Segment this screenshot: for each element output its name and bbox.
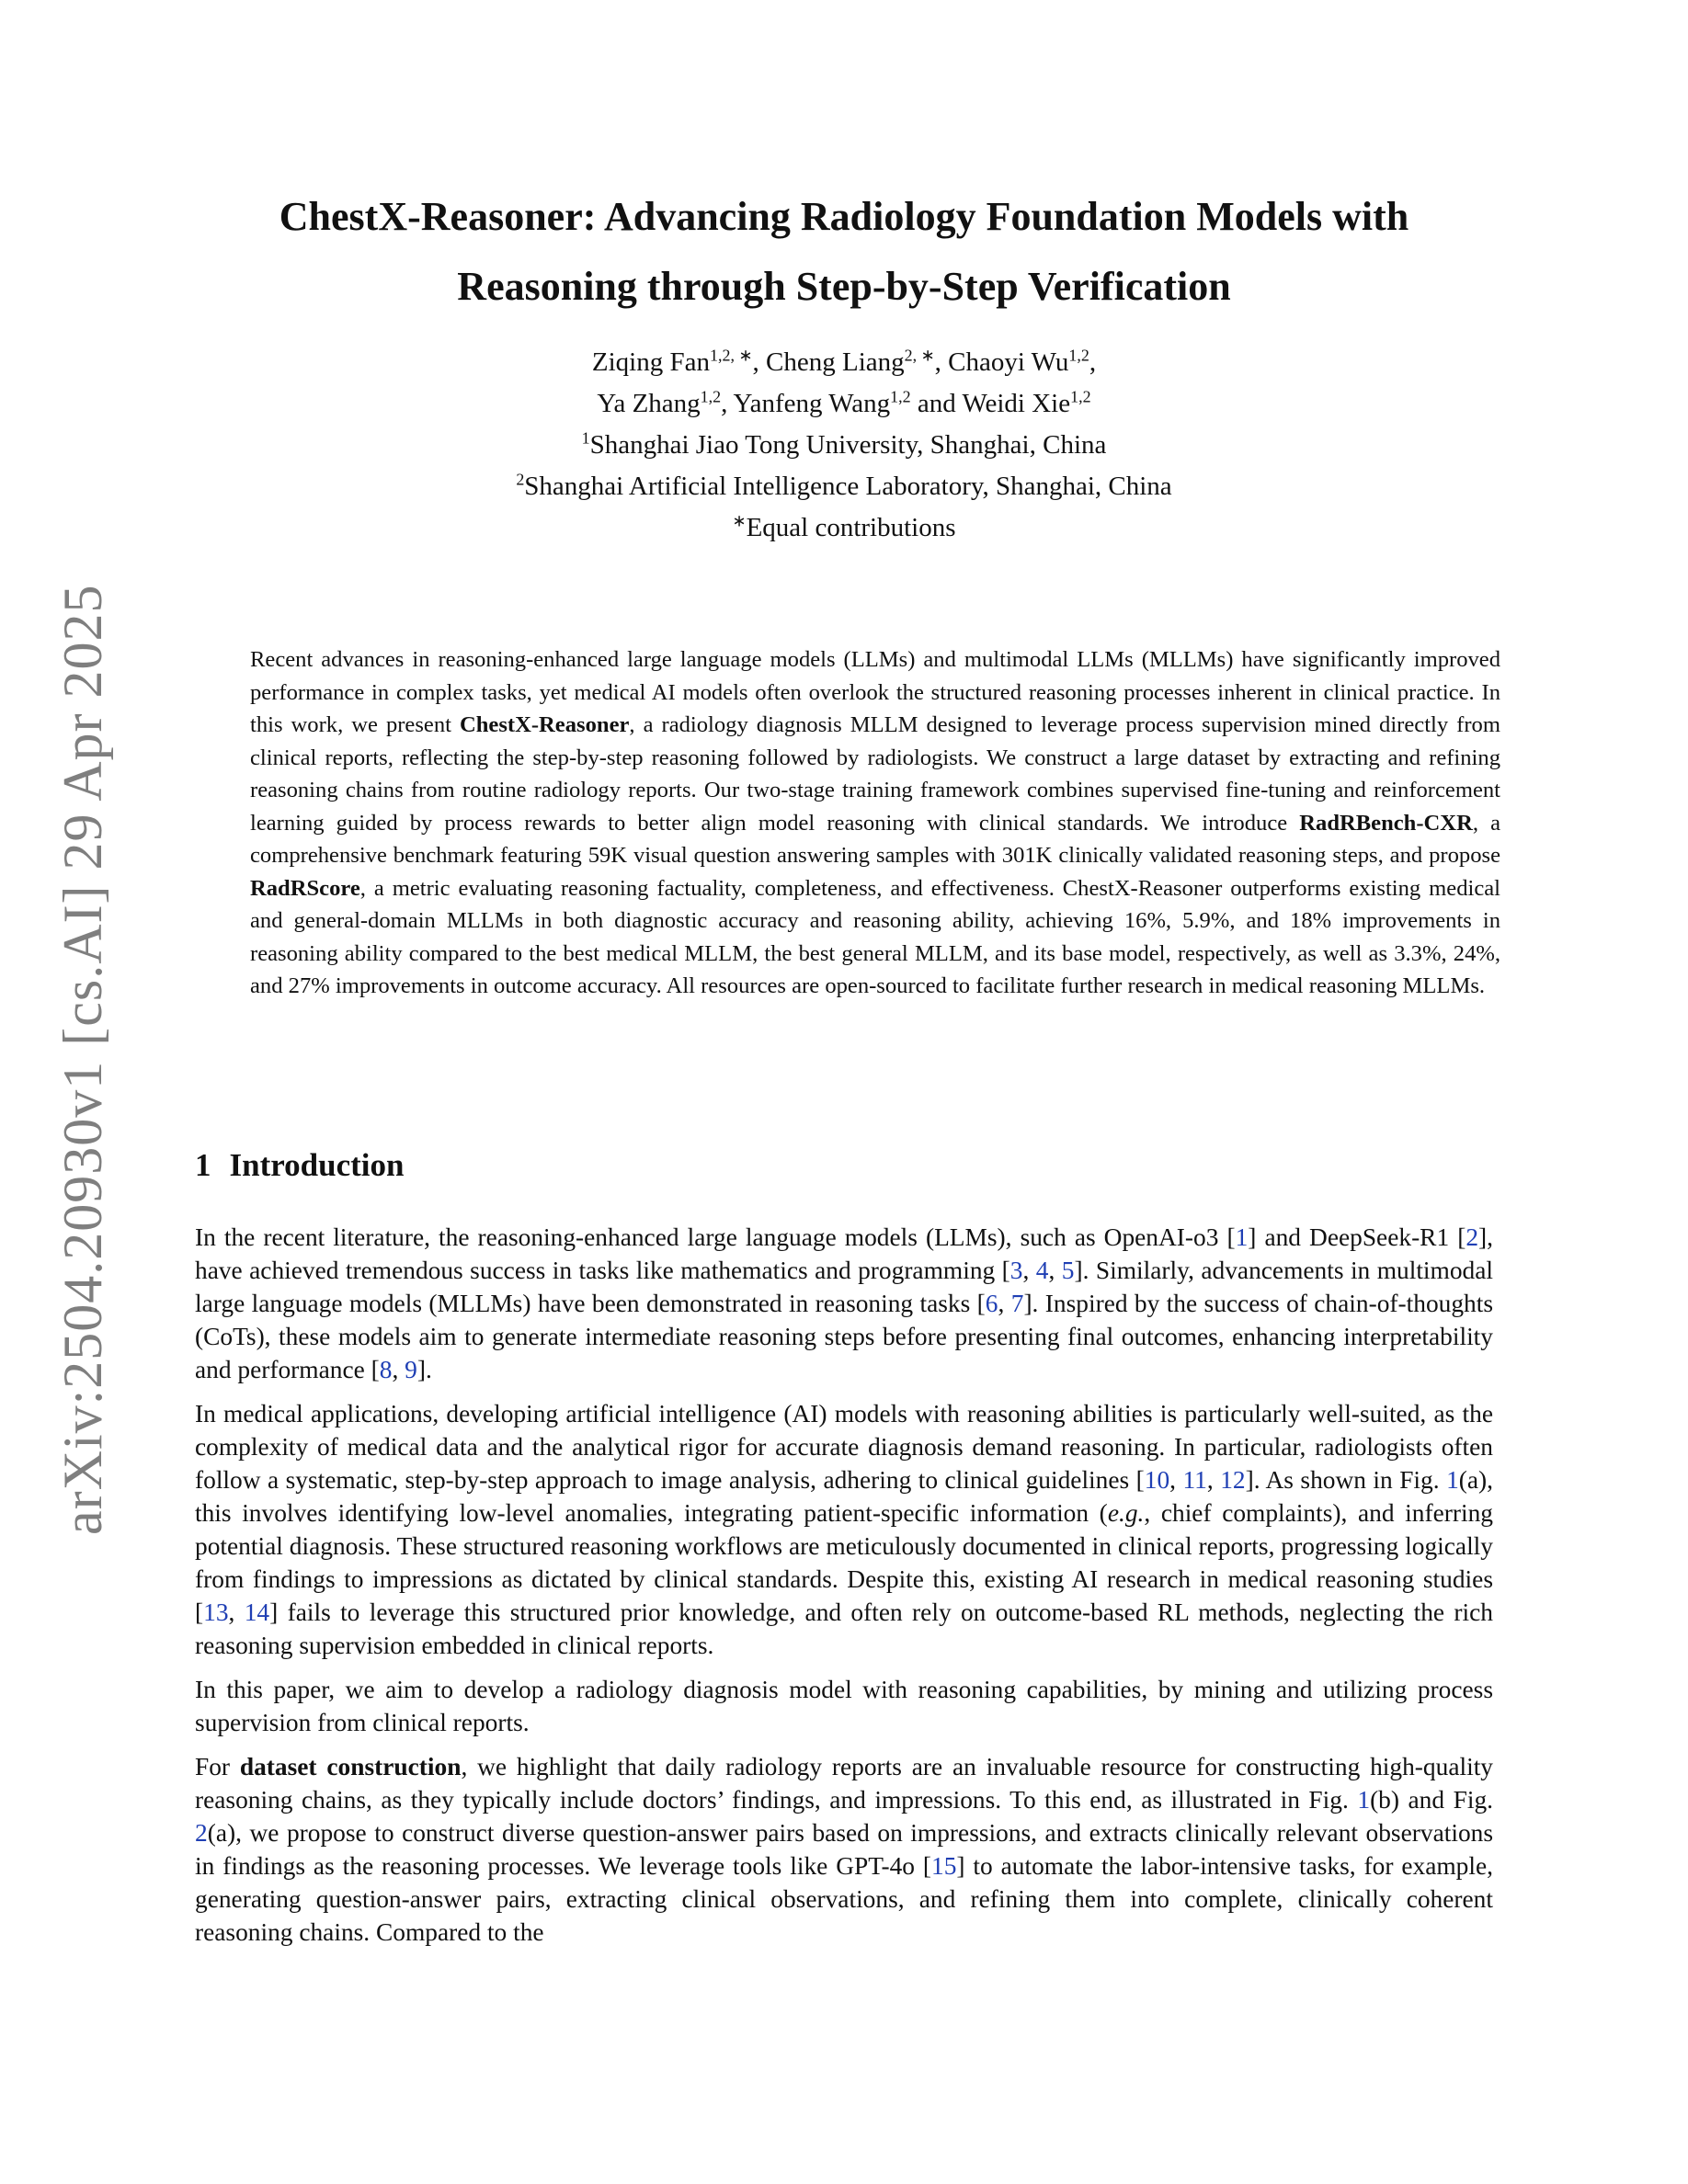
body-text: ]. Inspired by the success of chain-of-thoughts (CoTs), these models aim to generate intermediate reasoning steps before presenting final outcomes, enhancing interpretability and performance [	[195, 1290, 1493, 1383]
citation-link[interactable]: 7	[1010, 1290, 1024, 1317]
author-name: Ziqing Fan	[591, 347, 710, 377]
citation-link[interactable]: 3	[1009, 1257, 1023, 1284]
affiliation-text: Shanghai Artificial Intelligence Laboratory, Shanghai, China	[524, 472, 1172, 501]
affiliation-mark: 1	[581, 428, 590, 448]
body-text: ], have achieved tremendous success in tasks like mathematics and programming [	[195, 1223, 1494, 1284]
body-text: ]. Similarly, advancements in multimodal large language models (MLLMs) have been demonstrated in reasoning tasks [	[195, 1257, 1493, 1317]
paper-title	[193, 182, 1495, 322]
section-heading-introduction	[195, 1147, 404, 1184]
author-block	[193, 342, 1495, 549]
citation-link[interactable]: 11	[1182, 1466, 1207, 1494]
abstract-text: , a metric evaluating reasoning factuality, completeness, and effectiveness. ChestX-Reasoner outperforms existing medical and general-domain MLLMs in both diagnostic accuracy and reasoning ability, achieving 16%, 5.9%, and 18% improvements in reasoning ability compared to the best medical MLLM, the best general MLLM, and its base model, respectively, as well as 3.3%, 24%, and 27% improvements in outcome accuracy. All resources are open-sourced to facilitate further research in medical reasoning MLLMs.	[250, 875, 1500, 998]
author-affiliation-mark: 1,2	[1068, 346, 1089, 365]
model-name-bold: ChestX-Reasoner	[459, 712, 630, 737]
citation-link[interactable]: 6	[985, 1290, 998, 1317]
citation-link[interactable]: 15	[931, 1852, 957, 1880]
figure-link[interactable]: 1	[1446, 1466, 1459, 1494]
body-text: , we highlight that daily radiology reports are an invaluable resource for constructing high-quality reasoning chains, as they typically include doctors’ findings, and impressions. To this end, as illustrated in Fig.	[195, 1753, 1493, 1814]
body-text: (b) and Fig.	[1370, 1786, 1493, 1814]
section-title: Introduction	[229, 1147, 405, 1183]
title-line-2: Reasoning through Step-by-Step Verification	[457, 264, 1231, 309]
intro-paragraph-2: In medical applications, developing artificial intelligence (AI) models with reasoning abilities is particularly well-suited, as the complexity of medical data and the analytical rigor for accurate diagnosis demand reasoning. In particular, radiologists often follow a systematic, step-by-step approach to image analysis, adhering to clinical guidelines [10, 11, 12]. As shown in Fig. 1(a), this involves identifying low-level anomalies, integrating patient-specific information (e.g., chief complaints), and inferring potential diagnosis. These structured reasoning workflows are meticulously documented in clinical reports, progressing logically from findings to impressions as dictated by clinical standards. Despite this, existing AI research in medical reasoning studies [13, 14] fails to leverage this structured prior knowledge, and often rely on outcome-based RL methods, neglecting the rich reasoning supervision embedded in clinical reports.	[195, 1400, 1494, 1659]
citation-link[interactable]: 2	[1466, 1223, 1479, 1251]
bold-term: dataset construction	[239, 1753, 462, 1780]
figure-link[interactable]: 2	[195, 1819, 208, 1847]
arxiv-identifier-stamp: arXiv:2504.20930v1 [cs.AI] 29 Apr 2025	[52, 584, 113, 1535]
author-separator: ,	[1089, 347, 1097, 377]
title-line-1: ChestX-Reasoner: Advancing Radiology Foundation Models with	[279, 194, 1409, 239]
intro-paragraph-1: In the recent literature, the reasoning-enhanced large language models (LLMs), such as OpenAI-o3 [1] and DeepSeek-R1 [2], have achieved tremendous success in tasks like mathematics and programming [3, 4, 5]. Similarly, advancements in multimodal large language models (MLLMs) have been demonstrated in reasoning tasks [6, 7]. Inspired by the success of chain-of-thoughts (CoTs), these models aim to generate intermediate reasoning steps before presenting final outcomes, enhancing interpretability and performance [8, 9].	[195, 1223, 1494, 1383]
citation-link[interactable]: 8	[379, 1356, 393, 1383]
affiliation-1	[193, 425, 1495, 466]
author-affiliation-mark: 1,2	[1070, 387, 1091, 406]
citation-link[interactable]: 5	[1061, 1257, 1075, 1284]
affiliation-mark: 2	[516, 470, 525, 489]
body-text: In the recent literature, the reasoning-enhanced large language models (LLMs), such as OpenAI-o3 [	[195, 1223, 1236, 1251]
affiliation-2	[193, 466, 1495, 507]
intro-paragraph-4	[195, 1750, 1493, 1949]
note-text: Equal contributions	[746, 513, 956, 542]
abstract-paragraph	[250, 643, 1500, 1003]
body-text: (a), this involves identifying low-level anomalies, integrating patient-specific information (	[195, 1466, 1494, 1527]
body-text: ] fails to leverage this structured prior knowledge, and often rely on outcome-based RL methods, neglecting the rich reasoning supervision embedded in clinical reports.	[195, 1598, 1494, 1659]
body-text: For	[195, 1753, 240, 1780]
metric-name-bold: RadRScore	[250, 875, 360, 901]
author-name: , Yanfeng Wang	[721, 389, 891, 418]
abstract	[250, 643, 1500, 1003]
introduction-body	[195, 1221, 1493, 1960]
author-line-2	[193, 383, 1495, 425]
citation-link[interactable]: 10	[1144, 1466, 1170, 1494]
citation-link[interactable]: 4	[1035, 1257, 1049, 1284]
author-line-1	[193, 342, 1495, 383]
abstract-text: , a radiology diagnosis MLLM designed to leverage process supervision mined directly from clinical reports, reflecting the step-by-step reasoning followed by radiologists. We construct a large dataset by extracting and refining reasoning chains from routine radiology reports. Our two-stage training framework combines supervised fine-tuning and reinforcement learning guided by process rewards to better align model reasoning with clinical standards. We introduce	[250, 712, 1500, 836]
author-name: Ya Zhang	[597, 389, 701, 418]
author-affiliation-mark: 2, ∗	[904, 346, 935, 365]
section-number: 1	[195, 1147, 211, 1183]
body-text: ] and DeepSeek-R1 [	[1248, 1223, 1466, 1251]
author-affiliation-mark: 1,2	[700, 387, 722, 406]
body-text: ]. As shown in Fig.	[1245, 1466, 1447, 1494]
author-affiliation-mark: 1,2	[890, 387, 911, 406]
abstract-text: Recent advances in reasoning-enhanced large language models (LLMs) and multimodal LLMs (MLLMs) have significantly improved performance in complex tasks, yet medical AI models often overlook the structured reasoning processes inherent in clinical practice. In this work, we present	[250, 647, 1500, 737]
affiliation-text: Shanghai Jiao Tong University, Shanghai, China	[589, 430, 1107, 460]
italic-abbreviation: e.g.	[1107, 1499, 1145, 1527]
author-name: , Cheng Liang	[752, 347, 905, 377]
note-mark: ∗	[732, 511, 747, 530]
citation-link[interactable]: 12	[1220, 1466, 1246, 1494]
body-text: In medical applications, developing artificial intelligence (AI) models with reasoning abilities is particularly well-suited, as the complexity of medical data and the analytical rigor for accurate diagnosis demand reasoning. In particular, radiologists often follow a systematic, step-by-step approach to image analysis, adhering to clinical guidelines [	[195, 1400, 1493, 1494]
body-text: ] to automate the labor-intensive tasks, for example, generating question-answer pairs, extracting clinical observations, and refining them into complete, clinically coherent reasoning chains. Compared to the	[195, 1852, 1493, 1946]
body-text: , chief complaints), and inferring potential diagnosis. These structured reasoning workflows are meticulously documented in clinical reports, progressing logically from findings to impressions as dictated by clinical standards. Despite this, existing AI research in medical reasoning studies [	[195, 1499, 1493, 1626]
abstract-text: , a comprehensive benchmark featuring 59K visual question answering samples with 301K clinically validated reasoning steps, and propose	[250, 810, 1500, 868]
citation-link[interactable]: 13	[203, 1598, 229, 1626]
benchmark-name-bold: RadRBench-CXR	[1299, 810, 1473, 836]
citation-link[interactable]: 9	[405, 1356, 417, 1383]
author-affiliation-mark: 1,2, ∗	[710, 346, 753, 365]
figure-link[interactable]: 1	[1357, 1786, 1371, 1814]
intro-paragraph-3: In this paper, we aim to develop a radiology diagnosis model with reasoning capabilities, by mining and utilizing process supervision from clinical reports.	[195, 1676, 1493, 1736]
body-text: ].	[416, 1356, 432, 1383]
author-name: and Weidi Xie	[910, 389, 1071, 418]
author-name: , Chaoyi Wu	[934, 347, 1069, 377]
citation-link[interactable]: 14	[244, 1598, 270, 1626]
body-text: (a), we propose to construct diverse question-answer pairs based on impressions, and extracts clinically relevant observations in findings as the reasoning processes. We leverage tools like GPT-4o [	[195, 1819, 1493, 1880]
citation-link[interactable]: 1	[1235, 1223, 1249, 1251]
equal-contribution-note	[193, 507, 1495, 549]
